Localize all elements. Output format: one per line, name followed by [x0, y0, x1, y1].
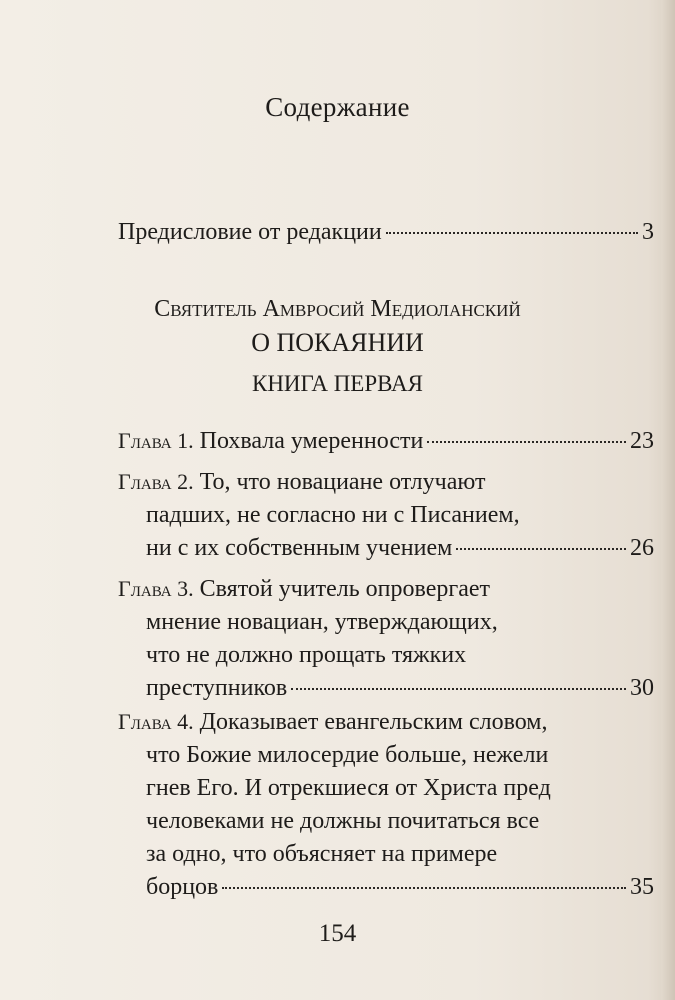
toc-entry-chapter-2[interactable]: [118, 465, 654, 565]
page-edge-shadow: [661, 0, 675, 1000]
toc-heading: Содержание: [265, 92, 410, 122]
leader-dots: [386, 232, 638, 234]
toc-entry-chapter-3[interactable]: [118, 572, 654, 705]
chapter-title-line: Похвала умеренности: [199, 428, 424, 454]
chapter-title-line: человеками не должны почитаться все: [146, 808, 540, 834]
chapter-title-line: за одно, что объясняет на примере: [146, 841, 498, 867]
toc-entry-chapter-1[interactable]: [118, 424, 654, 458]
chapter-title-line: Святой учитель опровергает: [199, 576, 491, 602]
chapter-title-line: гнев Его. И отрекшиеся от Христа пред: [146, 775, 551, 801]
toc-entry-page: 3: [642, 219, 654, 245]
toc-entry-page: 23: [630, 428, 654, 454]
chapter-title-line: мнение новациан, утверждающих,: [146, 609, 498, 635]
leader-dots: [456, 548, 626, 550]
chapter-title-line: падших, не согласно ни с Писанием,: [146, 502, 520, 528]
leader-dots: [222, 887, 626, 889]
chapter-prefix: Глава 4.: [118, 709, 194, 734]
leader-dots: [291, 688, 626, 690]
toc-entry-preface[interactable]: [118, 216, 654, 249]
book-title: КНИГА ПЕРВАЯ: [251, 371, 423, 396]
chapter-prefix: Глава 1.: [118, 428, 194, 453]
toc-entry-chapter-4[interactable]: [118, 705, 654, 904]
toc-entry-page: 35: [630, 874, 654, 900]
toc-entry-page: 30: [630, 675, 654, 701]
toc-entry-label: Предисловие от редакции: [118, 219, 382, 245]
work-title: О ПОКАЯНИИ: [251, 328, 424, 357]
chapter-title-line: Доказывает евангельским словом,: [199, 709, 548, 735]
chapter-title-line: борцов: [146, 874, 219, 900]
toc-entry-page: 26: [630, 535, 654, 561]
chapter-title-line: что Божие милосердие больше, нежели: [146, 742, 549, 768]
chapter-prefix: Глава 2.: [118, 469, 194, 494]
leader-dots: [427, 441, 626, 443]
chapter-title-line: преступников: [146, 675, 288, 701]
chapter-title-line: что не должно прощать тяжких: [146, 642, 467, 668]
chapter-title-line: То, что новациане отлучают: [199, 469, 486, 495]
chapter-title-line: ни с их собственным учением: [146, 535, 453, 561]
chapter-prefix: Глава 3.: [118, 576, 194, 601]
page-number: 154: [318, 920, 357, 947]
author-name: Святитель Амвросий Медиоланский: [154, 296, 521, 322]
